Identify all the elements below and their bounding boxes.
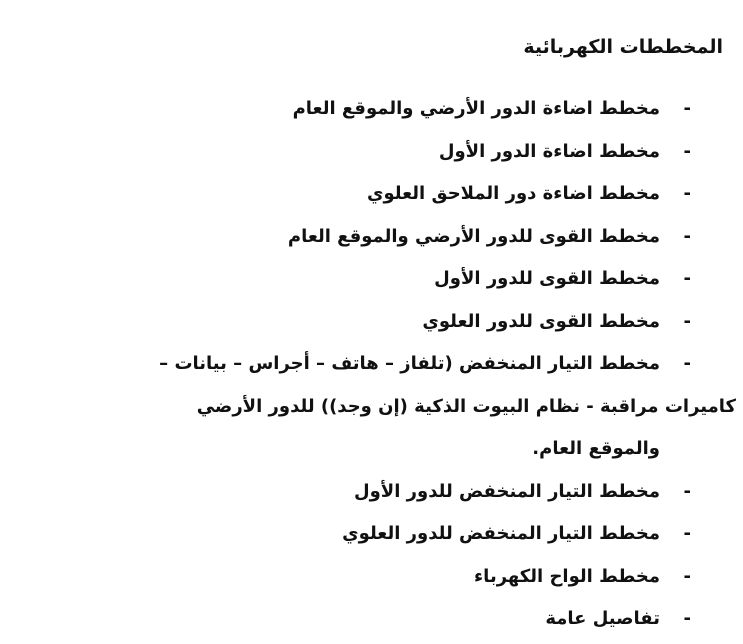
list-item-text: مخطط القوى للدور العلوي [422, 310, 660, 332]
list-item-text: مخطط اضاءة الدور الأول [438, 140, 660, 162]
list-item [0, 216, 743, 259]
list-item-multiline [0, 343, 743, 471]
list-item [0, 556, 743, 599]
bullet-dash: - [683, 140, 691, 162]
bullet-dash: - [683, 225, 691, 247]
list-item [0, 258, 743, 301]
text-line: والموقع العام. [532, 438, 660, 459]
list-item [0, 471, 743, 514]
bullet-dash: - [683, 608, 691, 629]
bullet-dash: - [683, 268, 691, 289]
electrical-drawings-list [0, 88, 743, 641]
bullet-dash: - [683, 310, 691, 332]
list-item-text: تفاصيل عامة [545, 608, 660, 629]
list-item [0, 513, 743, 556]
section-heading: المخططات الكهربائية [523, 36, 723, 58]
list-item [0, 131, 743, 174]
bullet-dash: - [683, 98, 691, 119]
bullet-dash: - [683, 183, 691, 204]
list-item-text: مخطط الواح الكهرباء [473, 565, 660, 587]
list-item [0, 301, 743, 344]
bullet-dash: - [683, 480, 691, 502]
bullet-dash: - [683, 353, 691, 374]
list-item [0, 88, 743, 131]
list-item-text: مخطط القوى للدور الأرضي والموقع العام [287, 225, 660, 247]
list-item [0, 598, 743, 641]
list-item-text: مخطط التيار المنخفض للدور الأول [354, 480, 660, 502]
list-item-text: مخطط القوى للدور الأول [434, 268, 660, 289]
bullet-dash: - [683, 523, 691, 544]
text-line: مخطط التيار المنخفض (تلفاز – هاتف – أجراس – بيانات – [159, 353, 660, 374]
list-item [0, 173, 743, 216]
list-item-text: مخطط اضاءة الدور الأرضي والموقع العام [292, 98, 660, 119]
bullet-dash: - [683, 565, 691, 587]
list-item-text [4, 343, 736, 471]
text-line: كاميرات مراقبة - نظام البيوت الذكية (إن وجد)) للدور الأرضي [196, 395, 736, 417]
list-item-text: مخطط اضاءة دور الملاحق العلوي [366, 183, 660, 204]
list-item-text: مخطط التيار المنخفض للدور العلوي [342, 523, 660, 544]
